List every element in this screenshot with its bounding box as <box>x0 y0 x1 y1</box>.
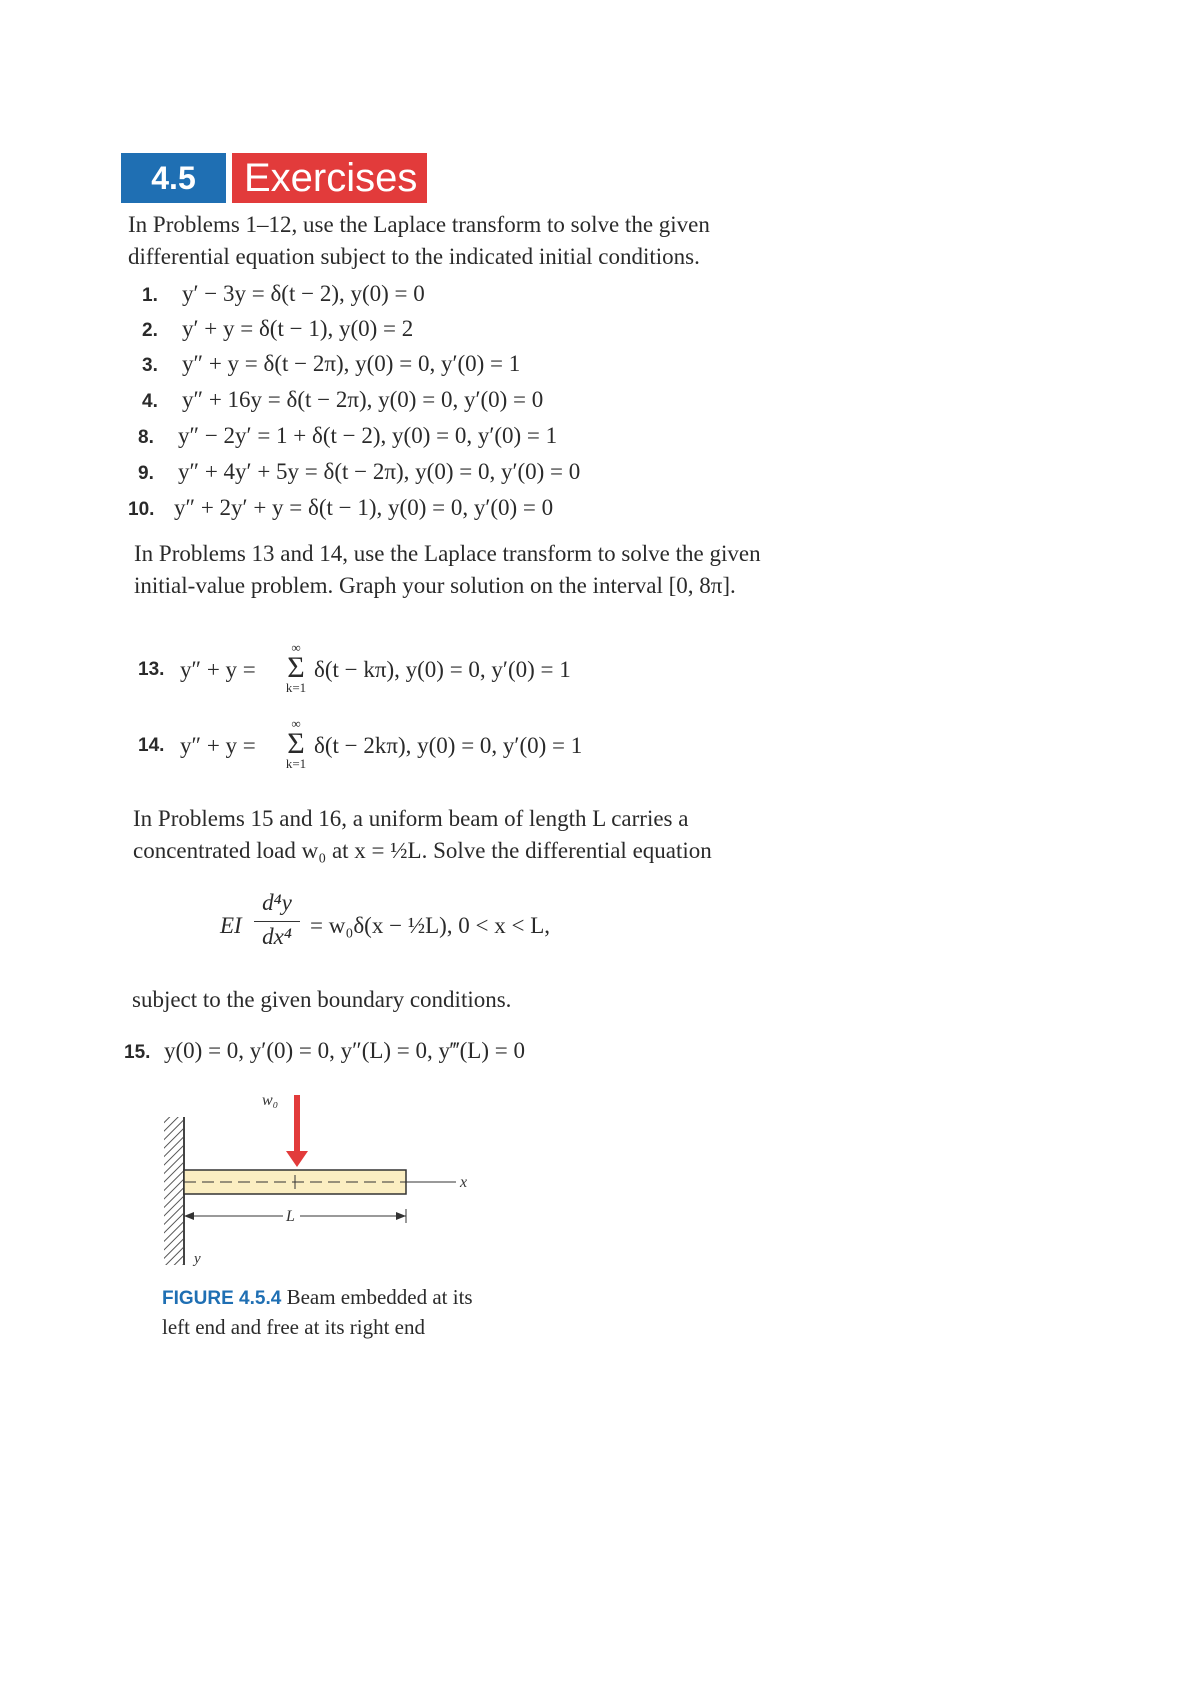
intro-boundary-conditions: subject to the given boundary conditions. <box>132 987 512 1012</box>
problem-number: 15. <box>124 1042 151 1063</box>
y-axis-label: y <box>194 1251 201 1267</box>
derivative-denominator: dx⁴ <box>262 924 292 949</box>
problem-15 <box>124 1038 525 1064</box>
problem-rhs: δ(t − 2kπ), y(0) = 0, y′(0) = 1 <box>314 733 583 758</box>
figure-caption <box>162 1283 502 1342</box>
problem-item <box>128 495 553 521</box>
sum-lower-limit: k=1 <box>285 756 307 771</box>
problem-number: 9. <box>138 463 154 484</box>
problem-equation: y′ + y = δ(t − 1), y(0) = 2 <box>182 316 414 341</box>
problem-equation: y′ − 3y = δ(t − 2), y(0) = 0 <box>182 281 425 306</box>
problem-item <box>138 423 557 449</box>
x-axis-label: x <box>460 1174 468 1191</box>
problem-number: 14. <box>138 735 165 756</box>
section-header <box>121 153 427 203</box>
problem-equation: y(0) = 0, y′(0) = 0, y″(L) = 0, y‴(L) = 0 <box>164 1038 525 1063</box>
problem-item <box>138 459 580 485</box>
ei-term: EI <box>220 913 242 938</box>
problem-item <box>142 316 413 342</box>
fraction-bar <box>254 921 300 922</box>
problem-lhs: y″ + y = <box>180 733 256 758</box>
beam-equation <box>220 890 720 960</box>
beam-figure <box>150 1085 510 1275</box>
section-number-badge: 4.5 <box>121 153 226 203</box>
problem-item <box>142 387 543 413</box>
problem-number: 10. <box>128 499 155 520</box>
sum-upper-limit: ∞ <box>291 716 301 731</box>
derivative-numerator: d⁴y <box>262 890 292 915</box>
sum-upper-limit: ∞ <box>291 640 301 655</box>
problem-rhs: δ(t − kπ), y(0) = 0, y′(0) = 1 <box>314 657 571 682</box>
problem-number: 13. <box>138 659 165 680</box>
sum-lower-limit: k=1 <box>285 680 307 695</box>
problem-number: 4. <box>142 391 158 412</box>
equation-rhs: = w₀δ(x − ½L), 0 < x < L, <box>310 913 551 938</box>
intro-problems-1-12: In Problems 1–12, use the Laplace transform to solve the given differential equation subject to the indicated initial conditions. <box>128 212 710 269</box>
problem-number: 2. <box>142 320 158 341</box>
problem-14 <box>138 713 838 783</box>
problem-item <box>142 351 520 377</box>
problem-equation: y″ − 2y′ = 1 + δ(t − 2), y(0) = 0, y′(0) = 1 <box>178 423 558 448</box>
problem-equation: y″ + 16y = δ(t − 2π), y(0) = 0, y′(0) = 0 <box>182 387 544 412</box>
problem-13 <box>138 637 838 707</box>
load-label: w₀ <box>262 1092 279 1109</box>
sigma-glyph: Σ <box>287 727 305 760</box>
section-title-badge: Exercises <box>232 153 427 203</box>
problem-number: 3. <box>142 355 158 376</box>
sigma-glyph: Σ <box>287 651 305 684</box>
problem-lhs: y″ + y = <box>180 657 256 682</box>
intro-problems-13-14: In Problems 13 and 14, use the Laplace transform to solve the given initial-value problem. Graph your solution on the interval [0, 8π]. <box>134 541 761 598</box>
load-arrow-shaft <box>294 1095 300 1153</box>
load-arrow-icon <box>286 1151 308 1167</box>
problem-equation: y″ + 4y′ + 5y = δ(t − 2π), y(0) = 0, y′(0) = 0 <box>178 459 581 484</box>
dimension-arrow-right-icon <box>396 1212 406 1220</box>
summation-symbol <box>280 717 312 771</box>
problem-equation: y″ + y = δ(t − 2π), y(0) = 0, y′(0) = 1 <box>182 351 521 376</box>
figure-label: FIGURE 4.5.4 <box>162 1288 282 1309</box>
problem-number: 1. <box>142 285 158 306</box>
problem-item <box>142 281 425 307</box>
summation-symbol <box>280 641 312 695</box>
problem-equation: y″ + 2y′ + y = δ(t − 1), y(0) = 0, y′(0) = 0 <box>174 495 554 520</box>
wall-hatching <box>164 1117 184 1265</box>
figure-caption-text: Beam embedded at its left end and free at its right end <box>162 1285 473 1339</box>
length-label: L <box>286 1208 295 1225</box>
problem-number: 8. <box>138 427 154 448</box>
dimension-arrow-left-icon <box>184 1212 194 1220</box>
intro-problems-15-16: In Problems 15 and 16, a uniform beam of length L carries a concentrated load w₀ at x = ½L. Solve the differential equation <box>133 806 712 863</box>
